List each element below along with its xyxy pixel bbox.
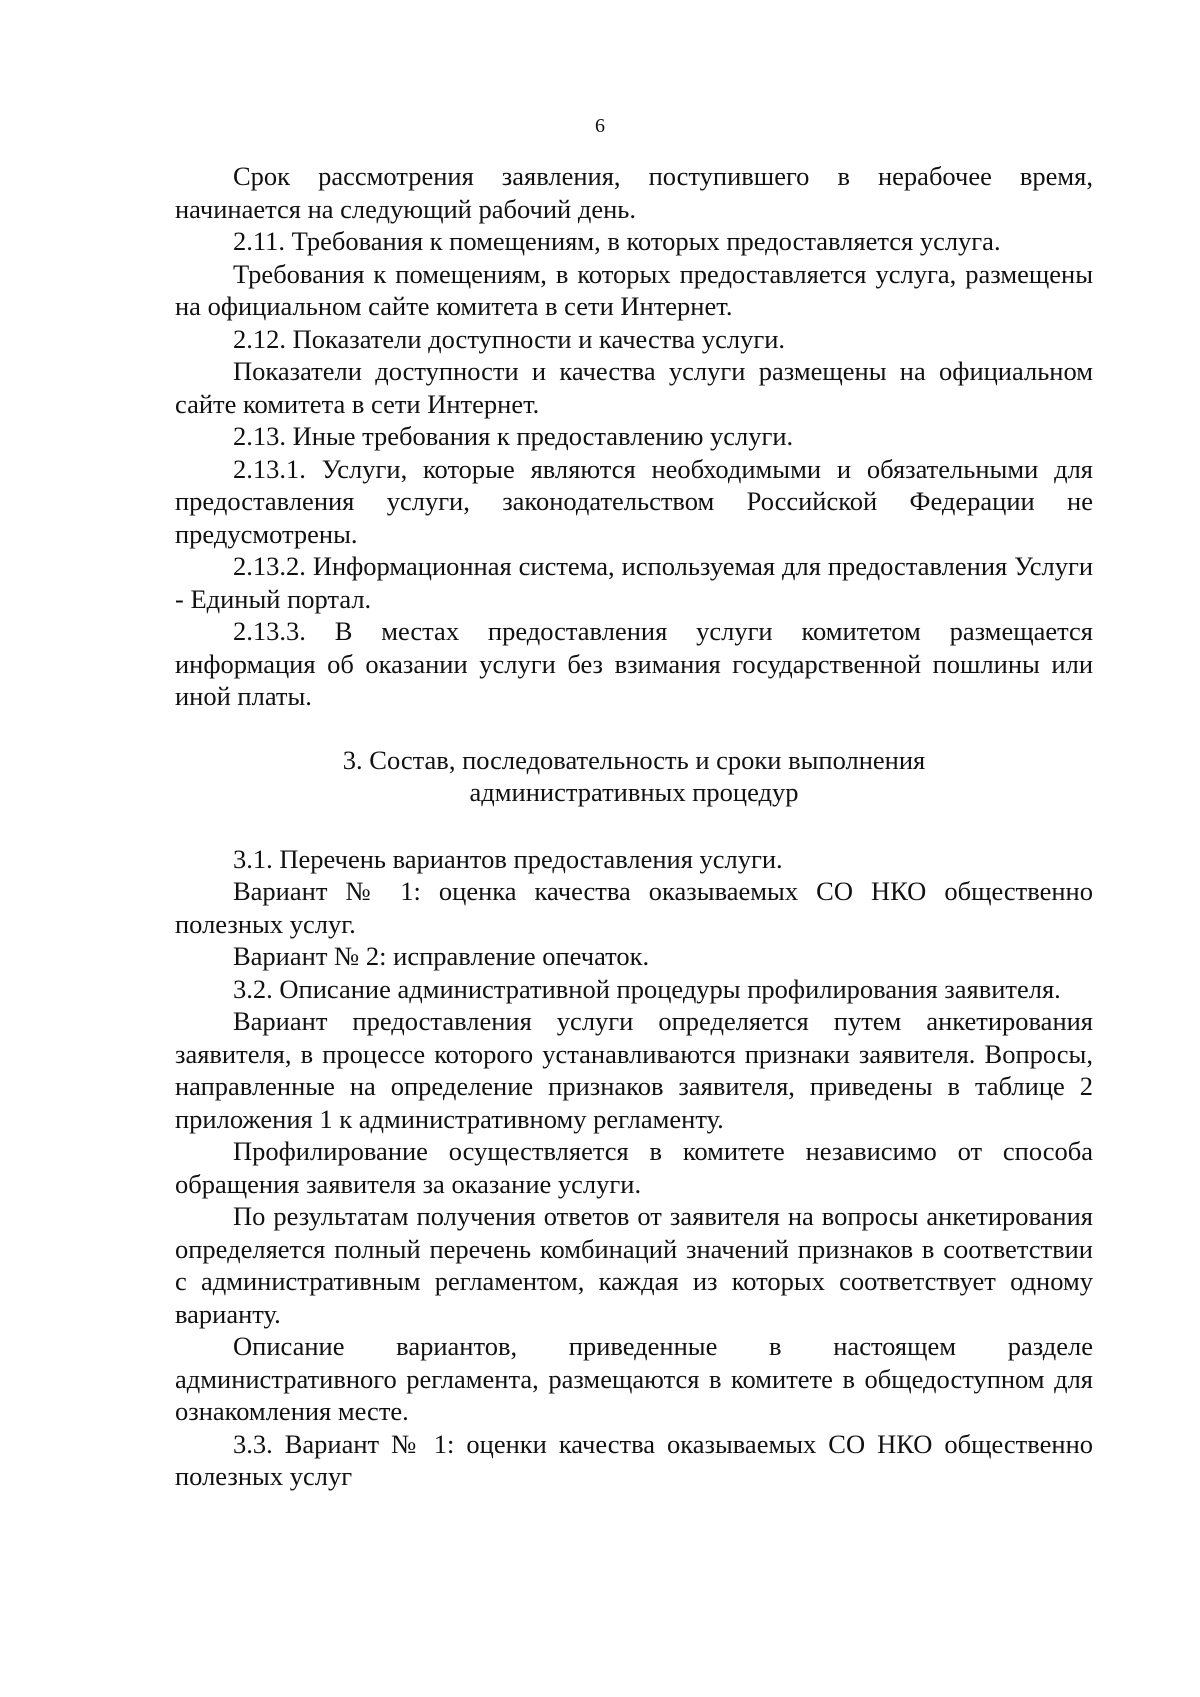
paragraph-3-2-heading: 3.2. Описание административной процедуры профилирования заявителя. xyxy=(233,973,1061,1004)
section-3-heading-line-2: административных процедур xyxy=(469,777,799,807)
paragraph-3-3-heading: 3.3. Вариант № 1: оценки качества оказываемых СО НКО общественно полезных услуг xyxy=(175,1428,1093,1491)
paragraph-profiling-method: Вариант предоставления услуги определяется путем анкетирования заявителя, в процессе которого устанавливаются признаки заявителя. Вопросы, направленные на определение признаков заявителя, приведены в таблице 2 приложения 1 к административному регламенту. xyxy=(175,1006,1093,1134)
paragraph-2-11-text: Требования к помещениям, в которых предоставляется услуга, размещены на официальном сайте комитета в сети Интернет. xyxy=(175,258,1093,321)
page-number: 6 xyxy=(595,115,605,137)
paragraph-2-13-heading: 2.13. Иные требования к предоставлению услуги. xyxy=(233,421,794,451)
paragraph-review-period: Срок рассмотрения заявления, поступившего в нерабочее время, начинается на следующий рабочий день. xyxy=(175,161,1093,224)
paragraph-profiling-location: Профилирование осуществляется в комитете независимо от способа обращения заявителя за оказание услуги. xyxy=(175,1136,1093,1199)
paragraph-2-12-heading: 2.12. Показатели доступности и качества услуги. xyxy=(233,323,786,354)
paragraph-2-12-text: Показатели доступности и качества услуги размещены на официальном сайте комитета в сети Интернет. xyxy=(175,356,1093,419)
paragraph-3-1-heading: 3.1. Перечень вариантов предоставления услуги. xyxy=(233,843,783,874)
paragraph-profiling-results: По результатам получения ответов от заявителя на вопросы анкетирования определяется полный перечень комбинаций значений признаков в соответствии с административным регламентом, каждая из которых соответствует одному варианту. xyxy=(175,1201,1093,1329)
section-3-heading xyxy=(175,744,1093,809)
paragraph-variant-1: Вариант № 1: оценка качества оказываемых СО НКО общественно полезных услуг. xyxy=(175,876,1093,939)
document-body xyxy=(175,160,1093,1493)
paragraph-2-11-heading: 2.11. Требования к помещениям, в которых предоставляется услуга. xyxy=(233,226,1001,256)
paragraph-variants-description: Описание вариантов, приведенные в настоящем разделе административного регламента, размещаются в комитете в общедоступном для ознакомления месте. xyxy=(175,1331,1093,1426)
paragraph-2-13-1: 2.13.1. Услуги, которые являются необходимыми и обязательными для предоставления услуги, законодательством Российской Федерации не предусмотрены. xyxy=(175,453,1093,549)
paragraph-2-13-2: 2.13.2. Информационная система, используемая для предоставления Услуги - Единый портал. xyxy=(175,551,1093,614)
paragraph-variant-2: Вариант № 2: исправление опечаток. xyxy=(233,941,650,971)
section-3-heading-line-1: 3. Состав, последовательность и сроки выполнения xyxy=(342,744,926,775)
paragraph-2-13-3: 2.13.3. В местах предоставления услуги комитетом размещается информация об оказании услуги без взимания государственной пошлины или иной платы. xyxy=(175,616,1093,711)
